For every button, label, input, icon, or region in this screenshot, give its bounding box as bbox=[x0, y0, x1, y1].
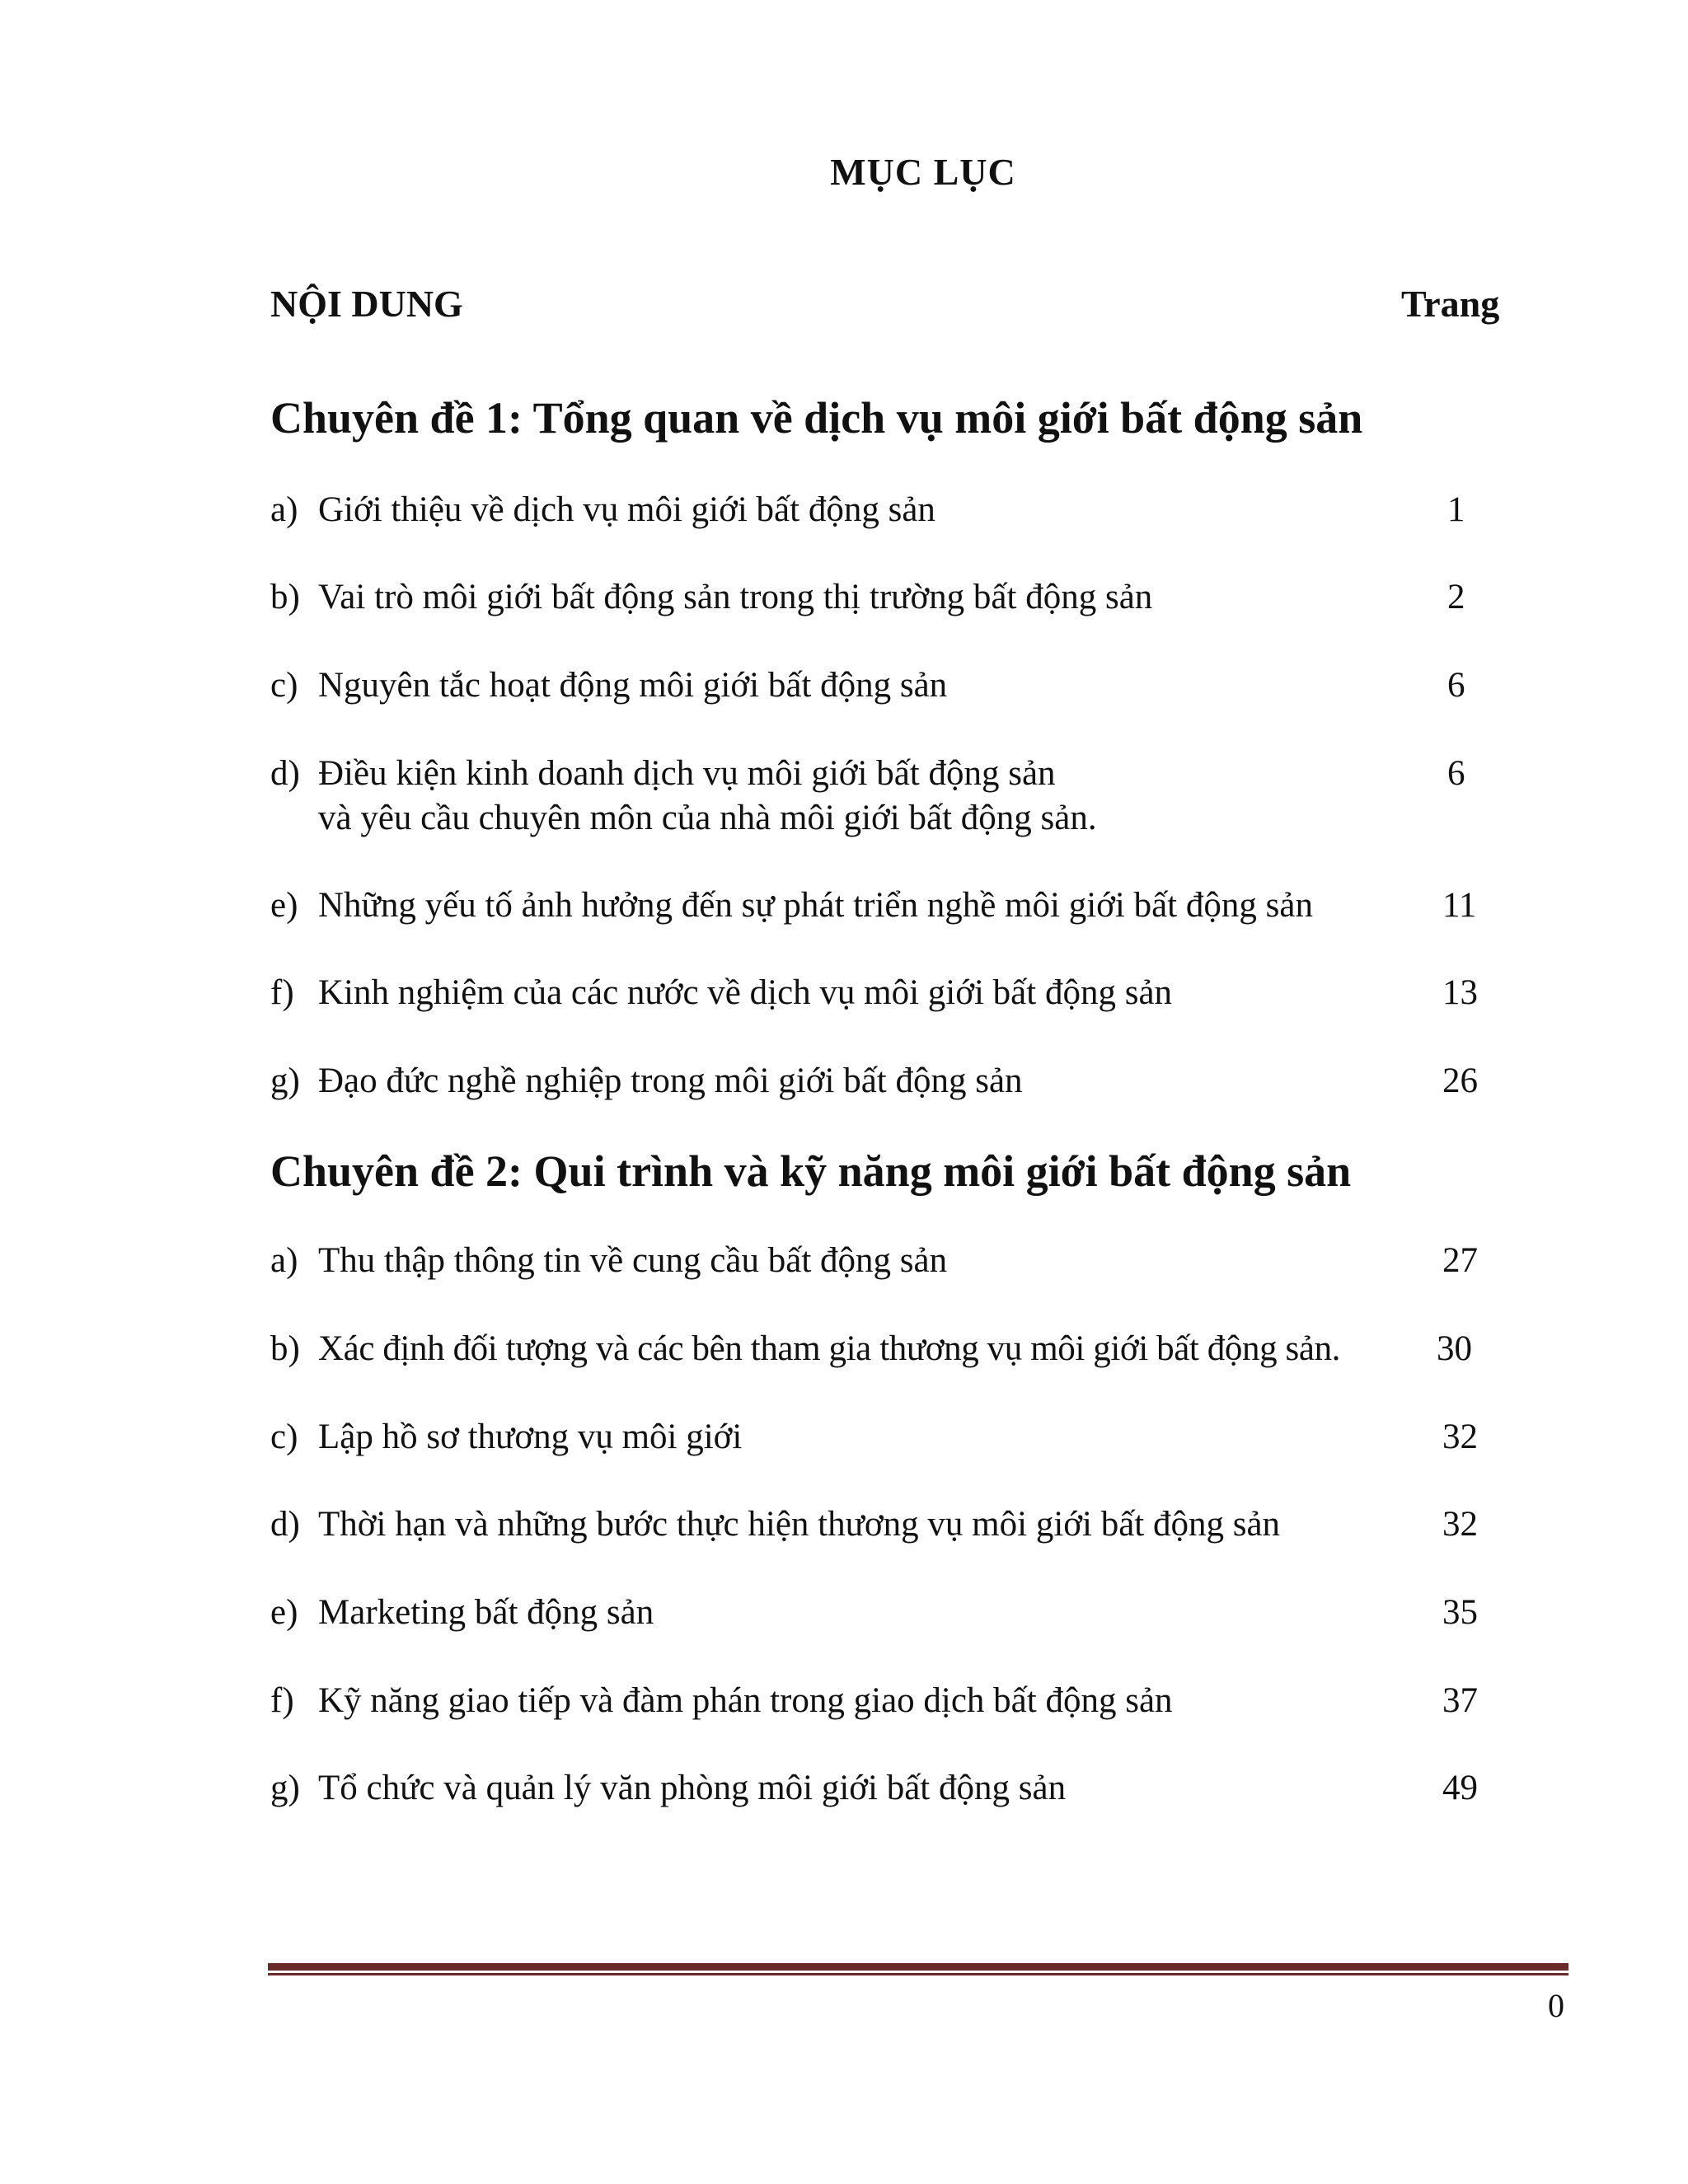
entry-text: Kỹ năng giao tiếp và đàm phán trong giao dịch bất động sản bbox=[318, 1681, 1173, 1720]
page-number: 0 bbox=[1548, 1987, 1564, 2024]
entry-page: 49 bbox=[1442, 1769, 1478, 1807]
entry-text: Điều kiện kinh doanh dịch vụ môi giới bất động sản bbox=[318, 754, 1056, 793]
entry-letter: b) bbox=[270, 1329, 300, 1368]
page-column-header: Trang bbox=[1401, 283, 1500, 325]
entry-letter: a) bbox=[270, 1241, 298, 1280]
entry-letter: c) bbox=[270, 1418, 298, 1456]
entry-text: Marketing bất động sản bbox=[318, 1593, 654, 1632]
entry-text: Thu thập thông tin về cung cầu bất động sản bbox=[318, 1241, 948, 1280]
entry-page: 1 bbox=[1447, 490, 1465, 529]
entry-page: 30 bbox=[1437, 1329, 1472, 1368]
entry-letter: f) bbox=[270, 973, 294, 1012]
entry-letter: d) bbox=[270, 754, 300, 793]
entry-text: Nguyên tắc hoạt động môi giới bất động sản bbox=[318, 666, 948, 705]
entry-letter: e) bbox=[270, 886, 298, 925]
entry-page: 37 bbox=[1442, 1681, 1478, 1720]
toc-entry[interactable] bbox=[270, 752, 1482, 841]
chapter-1-title: Chuyên đề 1: Tổng quan về dịch vụ môi giới bất động sản bbox=[270, 393, 1363, 443]
entry-text: Kinh nghiệm của các nước về dịch vụ môi giới bất động sản bbox=[318, 973, 1173, 1012]
entry-text: Tổ chức và quản lý văn phòng môi giới bất động sản bbox=[318, 1769, 1067, 1807]
entry-letter: a) bbox=[270, 490, 298, 529]
entry-text: Những yếu tố ảnh hưởng đến sự phát triển nghề môi giới bất động sản bbox=[318, 886, 1313, 925]
entry-text: Thời hạn và những bước thực hiện thương vụ môi giới bất động sản bbox=[318, 1505, 1281, 1544]
page-title: MỤC LỤC bbox=[830, 151, 1016, 193]
entry-page: 6 bbox=[1447, 754, 1465, 793]
entry-text: Đạo đức nghề nghiệp trong môi giới bất động sản bbox=[318, 1062, 1023, 1100]
footer-rule-thick bbox=[268, 1963, 1568, 1971]
entry-page: 35 bbox=[1442, 1593, 1478, 1632]
entry-page: 32 bbox=[1442, 1505, 1478, 1544]
entry-letter: e) bbox=[270, 1593, 298, 1632]
entry-text: Vai trò môi giới bất động sản trong thị trường bất động sản bbox=[318, 578, 1153, 616]
content-column-header: NỘI DUNG bbox=[270, 283, 463, 325]
entry-letter: c) bbox=[270, 666, 298, 705]
entry-page: 13 bbox=[1442, 973, 1478, 1012]
entry-letter: g) bbox=[270, 1769, 300, 1807]
entry-text-line2: và yêu cầu chuyên môn của nhà môi giới bất động sản. bbox=[318, 799, 1097, 837]
entry-page: 2 bbox=[1447, 578, 1465, 616]
chapter-2-title: Chuyên đề 2: Qui trình và kỹ năng môi giới bất động sản bbox=[270, 1146, 1352, 1196]
entry-letter: d) bbox=[270, 1505, 300, 1544]
entry-letter: b) bbox=[270, 578, 300, 616]
footer-rule-thin bbox=[268, 1973, 1568, 1975]
entry-letter: g) bbox=[270, 1062, 300, 1100]
entry-text: Giới thiệu về dịch vụ môi giới bất động sản bbox=[318, 490, 935, 529]
entry-text: Xác định đối tượng và các bên tham gia thương vụ môi giới bất động sản. bbox=[318, 1329, 1341, 1368]
footer-rule bbox=[268, 1963, 1568, 1975]
entry-page: 11 bbox=[1442, 886, 1477, 925]
entry-letter: f) bbox=[270, 1681, 294, 1720]
entry-page: 26 bbox=[1442, 1062, 1478, 1100]
entry-page: 32 bbox=[1442, 1418, 1478, 1456]
entry-text: Lập hồ sơ thương vụ môi giới bbox=[318, 1418, 743, 1456]
entry-page: 27 bbox=[1442, 1241, 1478, 1280]
entry-page: 6 bbox=[1447, 666, 1465, 705]
